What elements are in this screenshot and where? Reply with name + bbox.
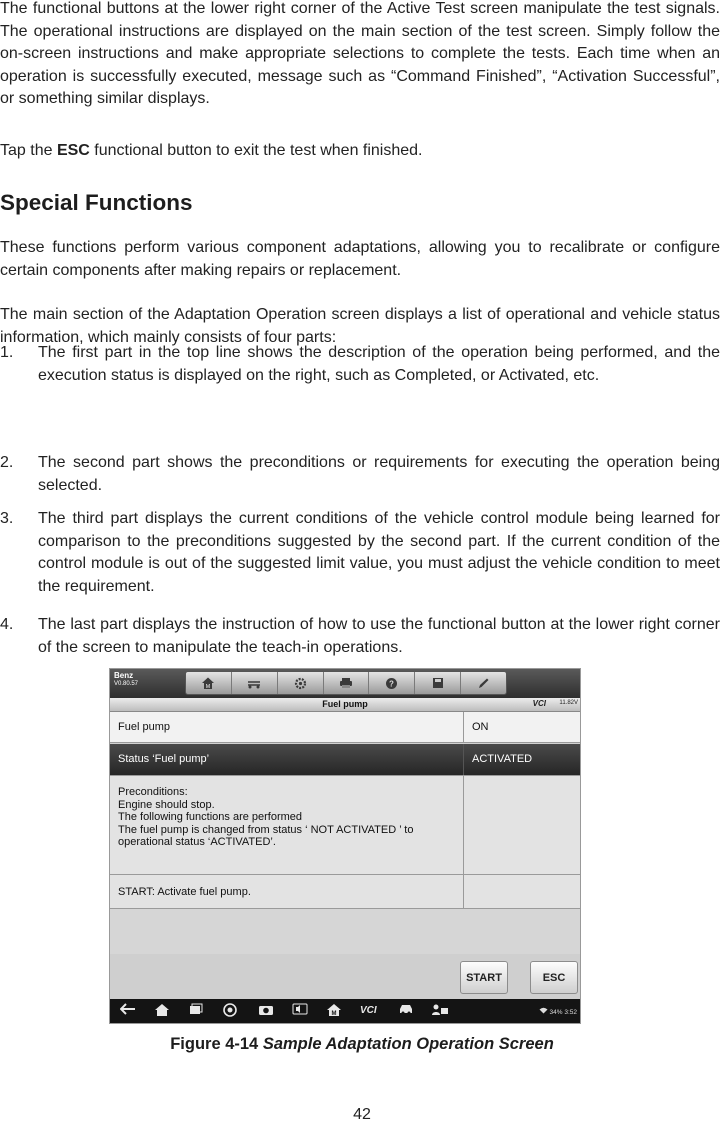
esc-button[interactable]: ESC (530, 961, 578, 994)
camera-icon[interactable] (256, 1003, 276, 1020)
remote-support-icon[interactable] (430, 1003, 450, 1020)
precondition-line: operational status ‘ACTIVATED’. (118, 836, 276, 848)
list-item (0, 508, 720, 598)
instruction-row (110, 875, 580, 909)
empty-cell (464, 875, 580, 908)
browser-icon[interactable] (220, 1003, 240, 1020)
back-icon[interactable] (118, 1003, 138, 1020)
maxisys-home-icon[interactable] (324, 1003, 344, 1020)
function-button-bar (110, 954, 580, 999)
system-status (539, 1007, 577, 1016)
empty-cell (464, 776, 580, 874)
vci-indicator: VCI (532, 699, 546, 708)
svg-text:VCI: VCI (360, 1005, 377, 1015)
esc-paragraph-after: functional button to exit the test when finished. (89, 142, 423, 159)
esc-keyword: ESC (56, 142, 90, 159)
preconditions-row (110, 776, 580, 875)
toolbar-buttons (185, 671, 507, 695)
esc-paragraph-before: Tap the (0, 142, 57, 159)
wifi-icon (539, 1009, 550, 1016)
caption-prefix: Figure 4-14 (170, 1035, 263, 1053)
list-item (0, 342, 720, 387)
table-row[interactable] (110, 712, 580, 743)
list-number: 4. (0, 616, 14, 633)
list-number: 1. (0, 344, 14, 361)
start-button[interactable]: START (460, 961, 508, 994)
save-icon[interactable] (415, 672, 461, 694)
list-item (0, 452, 720, 497)
list-number: 2. (0, 454, 14, 471)
precondition-line: Engine should stop. (118, 798, 215, 811)
battery-voltage: 11.82V (559, 700, 578, 706)
page-number: 42 (353, 1106, 371, 1123)
list-text: The second part shows the preconditions or requirements for executing the operation being selected. (38, 454, 720, 494)
software-version: V0.80.57 (114, 681, 139, 687)
table-row-selected[interactable] (110, 744, 580, 776)
svg-text:?: ? (389, 679, 395, 688)
precondition-line: Preconditions: (118, 786, 188, 798)
precondition-line: The fuel pump is changed from status ‘ NOT ACTIVATED ’ to (118, 823, 414, 836)
start-instruction: START: Activate fuel pump. (110, 875, 464, 908)
print-icon[interactable] (324, 672, 370, 694)
caption-title: Sample Adaptation Operation Screen (262, 1035, 554, 1053)
app-toolbar (110, 669, 580, 698)
section-heading: Special Functions (0, 190, 193, 215)
intro-paragraph: The functional buttons at the lower right corner of the Active Test screen manipulate the test signals. The operational instructions are displayed on the main section of the test screen. Simply follow the on-screen instructions and make appropriate selections to complete the tests. Each time when an operation is successfully executed, message such as “Command Finished”, “Activation Successful”, or something similar displays. (0, 0, 720, 107)
home-nav-icon[interactable] (152, 1003, 172, 1020)
section-paragraph-2: The main section of the Adaptation Operation screen displays a list of operational and vehicle status information, which mainly consists of four parts: (0, 306, 720, 346)
list-text: The last part displays the instruction of how to use the functional button at the lower right corner of the screen to manipulate the teach-in operations. (38, 616, 720, 656)
operation-value: ON (472, 721, 489, 733)
help-icon[interactable] (369, 672, 415, 694)
status-label: Status ‘Fuel pump’ (110, 744, 464, 775)
empty-area (110, 909, 580, 955)
vehicle-brand (114, 671, 138, 689)
screen-title-bar (110, 698, 580, 712)
operation-label: Fuel pump (110, 712, 464, 742)
volume-icon[interactable] (290, 1003, 310, 1020)
pen-icon[interactable] (461, 672, 506, 694)
battery-time: 34% 3:52 (549, 1009, 577, 1016)
preconditions-text (110, 776, 464, 874)
vci-icon[interactable] (358, 1003, 382, 1020)
precondition-line: The following functions are performed (118, 811, 303, 823)
svg-text:M: M (331, 1011, 337, 1017)
home-icon[interactable] (186, 672, 232, 694)
vehicle-swap-icon[interactable] (232, 672, 278, 694)
brand-name: Benz (114, 671, 134, 680)
figure-caption (0, 1035, 724, 1054)
list-text: The third part displays the current conditions of the vehicle control module being learned for comparison to the preconditions suggested by the second part. If the current condition of the control module is out of the suggested limit value, you must adjust the vehicle condition to meet the requirement. (38, 510, 720, 595)
settings-icon[interactable] (278, 672, 324, 694)
adaptation-screen-figure (109, 668, 581, 1024)
car-icon[interactable] (396, 1003, 416, 1020)
status-value: ACTIVATED (472, 753, 533, 765)
section-paragraph-1: These functions perform various component adaptations, allowing you to recalibrate or configure certain components after making repairs or replacement. (0, 239, 720, 279)
screen-title: Fuel pump (322, 699, 368, 709)
recent-apps-icon[interactable] (186, 1003, 206, 1020)
svg-text:M: M (206, 684, 211, 690)
android-nav-bar (110, 999, 580, 1024)
list-number: 3. (0, 510, 14, 527)
list-item (0, 614, 720, 659)
list-text: The first part in the top line shows the description of the operation being performed, and the execution status is displayed on the right, such as Completed, or Activated, etc. (38, 344, 720, 384)
esc-paragraph (0, 140, 720, 163)
